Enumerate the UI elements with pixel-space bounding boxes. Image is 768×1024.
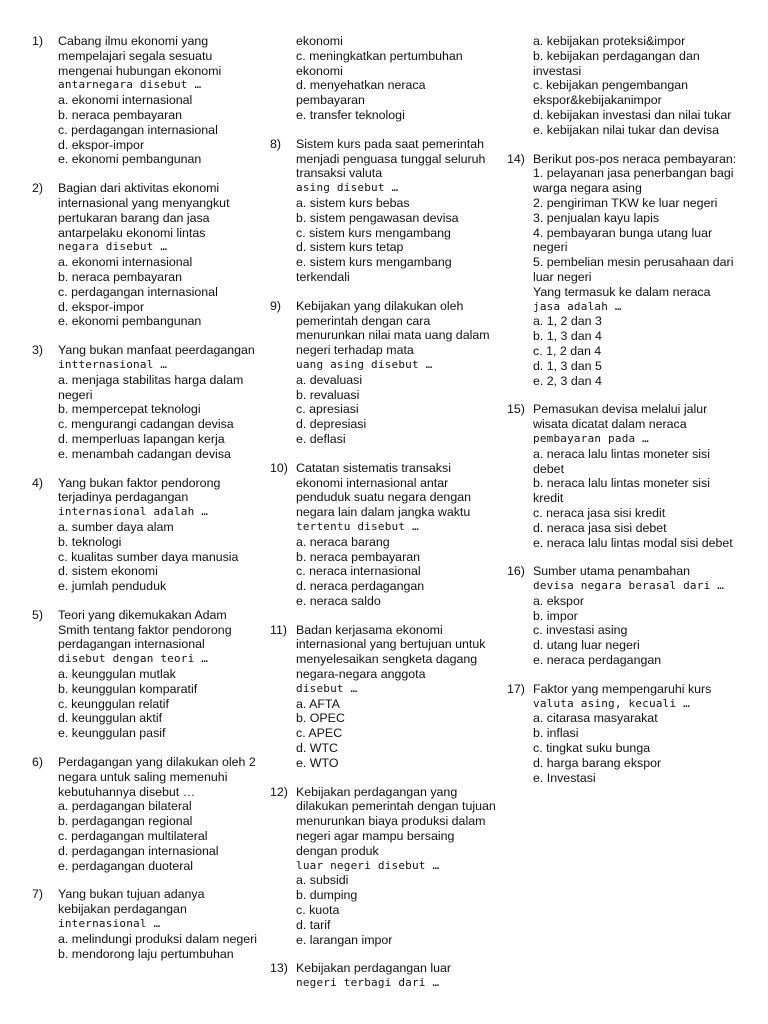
answer-option: d. memperluas lapangan kerja [58,431,225,446]
question-text: Catatan sistematis transaksi ekonomi internasional antar penduduk suatu negara dengan negara lain dalam jangka waktu [296,460,471,520]
answer-option: d. neraca perdagangan [296,579,425,594]
question-sub-item: 1. pelayanan jasa penerbangan bagi warga negara asing [533,166,734,196]
question-item [270,785,496,948]
question-number: 5) [32,607,44,622]
question-item [32,476,260,594]
question-text-tail: uang asing disebut … [296,357,433,371]
answer-option: a. neraca barang [296,534,390,549]
question-number: 12) [270,784,288,799]
question-number: 3) [32,343,44,358]
question-number: 16) [507,564,525,579]
question-number: 7) [32,887,44,902]
answer-option: b. neraca pembayaran [296,549,420,564]
answer-option: d. neraca jasa sisi debet [533,520,667,535]
answer-option: a. citarasa masyarakat [533,711,658,726]
question-text: Yang bukan faktor pendorong terjadinya perdagangan [58,475,221,505]
column-2 [270,34,496,1005]
answer-option: b. mendorong laju pertumbuhan [58,946,234,961]
question-number: 6) [32,755,44,770]
answer-option: e. ekonomi pembangunan [58,152,202,167]
answer-option: e. neraca perdagangan [533,653,662,668]
answer-option: c. keunggulan relatif [58,696,169,711]
answer-option: a. 1, 2 dan 3 [533,314,602,329]
question-text: Perdagangan yang dilakukan oleh 2 negara untuk saling memenuhi kebutuhannya disebut … [58,755,256,799]
question-continuation [270,34,496,123]
question-text: Sumber utama penambahan [533,564,691,579]
answer-option: a. sistem kurs bebas [296,195,410,210]
option-continued: e. transfer teknologi [296,107,405,122]
answer-option: d. ekspor-impor [58,137,145,152]
question-text: Kebijakan perdagangan luar [296,961,452,976]
answer-option: e. Investasi [533,770,596,785]
answer-option: c. perdagangan internasional [58,284,218,299]
answer-option: e. ekonomi pembangunan [58,314,202,329]
answer-option: c. perdagangan internasional [58,122,218,137]
option-continued: d. kebijakan investasi dan nilai tukar [533,107,732,122]
answer-option: a. AFTA [296,696,340,711]
question-text-tail: intternasional … [58,357,168,371]
question-item [507,682,739,786]
question-text-tail: disebut dengan teori … [58,652,209,666]
question-continuation [507,34,739,138]
answer-option: a. melindungi produksi dalam negeri [58,931,258,946]
question-sub-tail: jasa adalah … [533,299,622,313]
answer-option: d. utang luar negeri [533,638,640,653]
answer-option: a. ekonomi internasional [58,93,193,108]
option-continued: e. kebijakan nilai tukar dan devisa [533,122,719,137]
answer-option: b. mempercepat teknologi [58,402,201,417]
answer-option: d. harga barang ekspor [533,755,662,770]
answer-option: b. dumping [296,888,358,903]
question-number: 9) [270,298,282,313]
answer-option: b. neraca lalu lintas moneter sisi kredit [533,476,710,506]
question-text: Kebijakan perdagangan yang dilakukan pemerintah dengan tujuan menurunkan biaya produksi dalam negeri agar mampu bersaing dengan produk [296,784,496,858]
answer-option: a. perdagangan bilateral [58,799,192,814]
answer-option: d. 1, 3 dan 5 [533,358,602,373]
option-continued: c. kebijakan pengembangan ekspor&kebijakanimpor [533,78,688,108]
option-continued: c. meningkatkan pertumbuhan ekonomi [296,48,463,78]
question-text: Sistem kurs pada saat pemerintah menjadi penguasa tunggal seluruh transaksi valuta [296,136,486,181]
question-item [32,343,260,461]
answer-option: a. neraca lalu lintas moneter sisi debet [533,446,710,476]
answer-option: b. 1, 3 dan 4 [533,329,602,344]
answer-option: e. sistem kurs mengambang terkendali [296,255,452,284]
question-item [270,137,496,285]
answer-option: b. sistem pengawasan devisa [296,210,459,225]
answer-option: e. keunggulan pasif [58,726,166,741]
question-text: Pemasukan devisa melalui jalur wisata dicatat dalam neraca [533,402,708,432]
question-sub-item: 3. penjualan kayu lapis [533,210,660,225]
question-text: Bagian dari aktivitas ekonomi internasional yang menyangkut pertukaran barang dan jasa antarpelaku ekonomi lintas [58,181,230,240]
question-number: 8) [270,136,282,151]
question-text-tail: valuta asing, kecuali … [533,696,690,710]
question-text-tail: devisa negara berasal dari … [533,579,725,593]
answer-option: e. menambah cadangan devisa [58,446,231,461]
question-number: 1) [32,34,44,48]
question-text: Cabang ilmu ekonomi yang mempelajari segala sesuatu mengenai hubungan ekonomi [58,34,222,78]
answer-option: d. depresiasi [296,417,367,432]
question-text-tail: disebut … [296,681,358,695]
answer-option: d. ekspor-impor [58,299,145,314]
answer-option: b. OPEC [296,711,345,726]
question-item [32,34,260,167]
answer-option: b. inflasi [533,726,579,741]
answer-option: b. revaluasi [296,387,360,402]
question-item [32,608,260,741]
question-text-tail: internasional adalah … [58,505,209,519]
answer-option: d. perdagangan internasional [58,843,219,858]
answer-option: a. sumber daya alam [58,519,174,534]
answer-option: b. neraca pembayaran [58,269,182,284]
answer-option: a. devaluasi [296,372,363,387]
question-number: 13) [270,961,288,976]
answer-option: c. investasi asing [533,623,628,638]
question-sub-item: Yang termasuk ke dalam neraca [533,284,711,299]
answer-option: e. larangan impor [296,932,393,947]
question-item [507,402,739,550]
question-item [270,961,496,991]
question-text: Yang bukan manfaat peerdagangan [58,343,255,358]
answer-option: c. sistem kurs mengambang [296,225,451,240]
answer-option: c. neraca jasa sisi kredit [533,505,666,520]
question-sub-item: 5. pembelian mesin perusahaan dari luar negeri [533,255,734,284]
column-3 [507,34,739,799]
question-text-tail: asing disebut … [296,181,399,195]
question-item [32,755,260,873]
answer-option: c. APEC [296,726,343,741]
question-text-tail: luar negeri disebut … [296,858,440,872]
answer-option: c. kualitas sumber daya manusia [58,549,239,564]
question-text: Badan kerjasama ekonomi internasional yang bertujuan untuk menyelesaikan sengketa dagang negara-negara anggota [296,622,486,682]
option-continued: ekonomi [296,34,343,48]
question-number: 11) [270,622,287,637]
question-text: Yang bukan tujuan adanya kebijakan perdagangan [58,887,205,917]
answer-option: b. neraca pembayaran [58,107,182,122]
answer-option: a. keunggulan mutlak [58,667,176,682]
question-item [270,299,496,447]
answer-option: b. keunggulan komparatif [58,681,198,696]
answer-option: b. perdagangan regional [58,814,193,829]
question-text: Kebijakan yang dilakukan oleh pemerintah dengan cara menurunkan nilai mata uang dalam negeri terhadap mata [296,298,490,358]
question-text: Berikut pos-pos neraca pembayaran: [533,151,737,166]
question-text: Teori yang dikemukakan Adam Smith tentang faktor pendorong perdagangan internasional [58,607,232,652]
question-sub-item: 2. pengiriman TKW ke luar negeri [533,195,718,210]
question-item [270,461,496,609]
answer-option: c. perdagangan multilateral [58,829,208,844]
question-text-tail: negara disebut … [58,240,168,254]
answer-option: d. sistem kurs tetap [296,240,404,255]
answer-option: e. jumlah penduduk [58,579,167,594]
answer-option: a. menjaga stabilitas harga dalam negeri [58,372,244,402]
question-text-tail: pembayaran pada … [533,431,649,445]
answer-option: b. teknologi [58,534,122,549]
answer-option: e. perdagangan duoteral [58,858,194,873]
question-text-tail: tertentu disebut … [296,519,419,533]
answer-option: e. 2, 3 dan 4 [533,373,602,388]
question-text-tail: antarnegara disebut … [58,78,202,92]
answer-option: a. ekonomi internasional [58,255,193,270]
column-1 [32,34,260,975]
question-item [32,181,260,329]
question-number: 2) [32,181,44,196]
answer-option: b. impor [533,608,578,623]
question-number: 10) [270,460,288,475]
option-continued: b. kebijakan perdagangan dan investasi [533,48,700,78]
answer-option: e. neraca saldo [296,593,381,608]
question-sub-item: 4. pembayaran bunga utang luar negeri [533,225,713,255]
answer-option: d. WTC [296,741,338,756]
answer-option: e. WTO [296,755,339,770]
answer-option: c. kuota [296,903,340,918]
answer-option: d. tarif [296,917,331,932]
question-number: 15) [507,402,525,417]
question-item [507,152,739,389]
question-number: 14) [507,151,525,166]
answer-option: c. 1, 2 dan 4 [533,343,602,358]
answer-option: e. neraca lalu lintas modal sisi debet [533,535,733,550]
answer-option: d. keunggulan aktif [58,711,163,726]
answer-option: a. subsidi [296,873,349,888]
answer-option: c. apresiasi [296,402,359,417]
question-text-tail: internasional … [58,917,161,931]
answer-option: d. sistem ekonomi [58,564,158,579]
question-item [270,623,496,771]
answer-option: c. tingkat suku bunga [533,741,651,756]
question-text: Faktor yang mempengaruhi kurs [533,681,712,696]
question-text-tail: negeri terbagi dari … [296,976,440,990]
question-number: 17) [507,681,525,696]
answer-option: c. neraca internasional [296,564,421,579]
question-item [32,887,260,961]
option-continued: d. menyehatkan neraca pembayaran [296,78,426,108]
question-item [507,564,739,668]
answer-option: a. ekspor [533,593,584,608]
question-number: 4) [32,475,44,490]
option-continued: a. kebijakan proteksi&impor [533,34,686,48]
answer-option: e. deflasi [296,431,346,446]
answer-option: c. mengurangi cadangan devisa [58,417,234,432]
